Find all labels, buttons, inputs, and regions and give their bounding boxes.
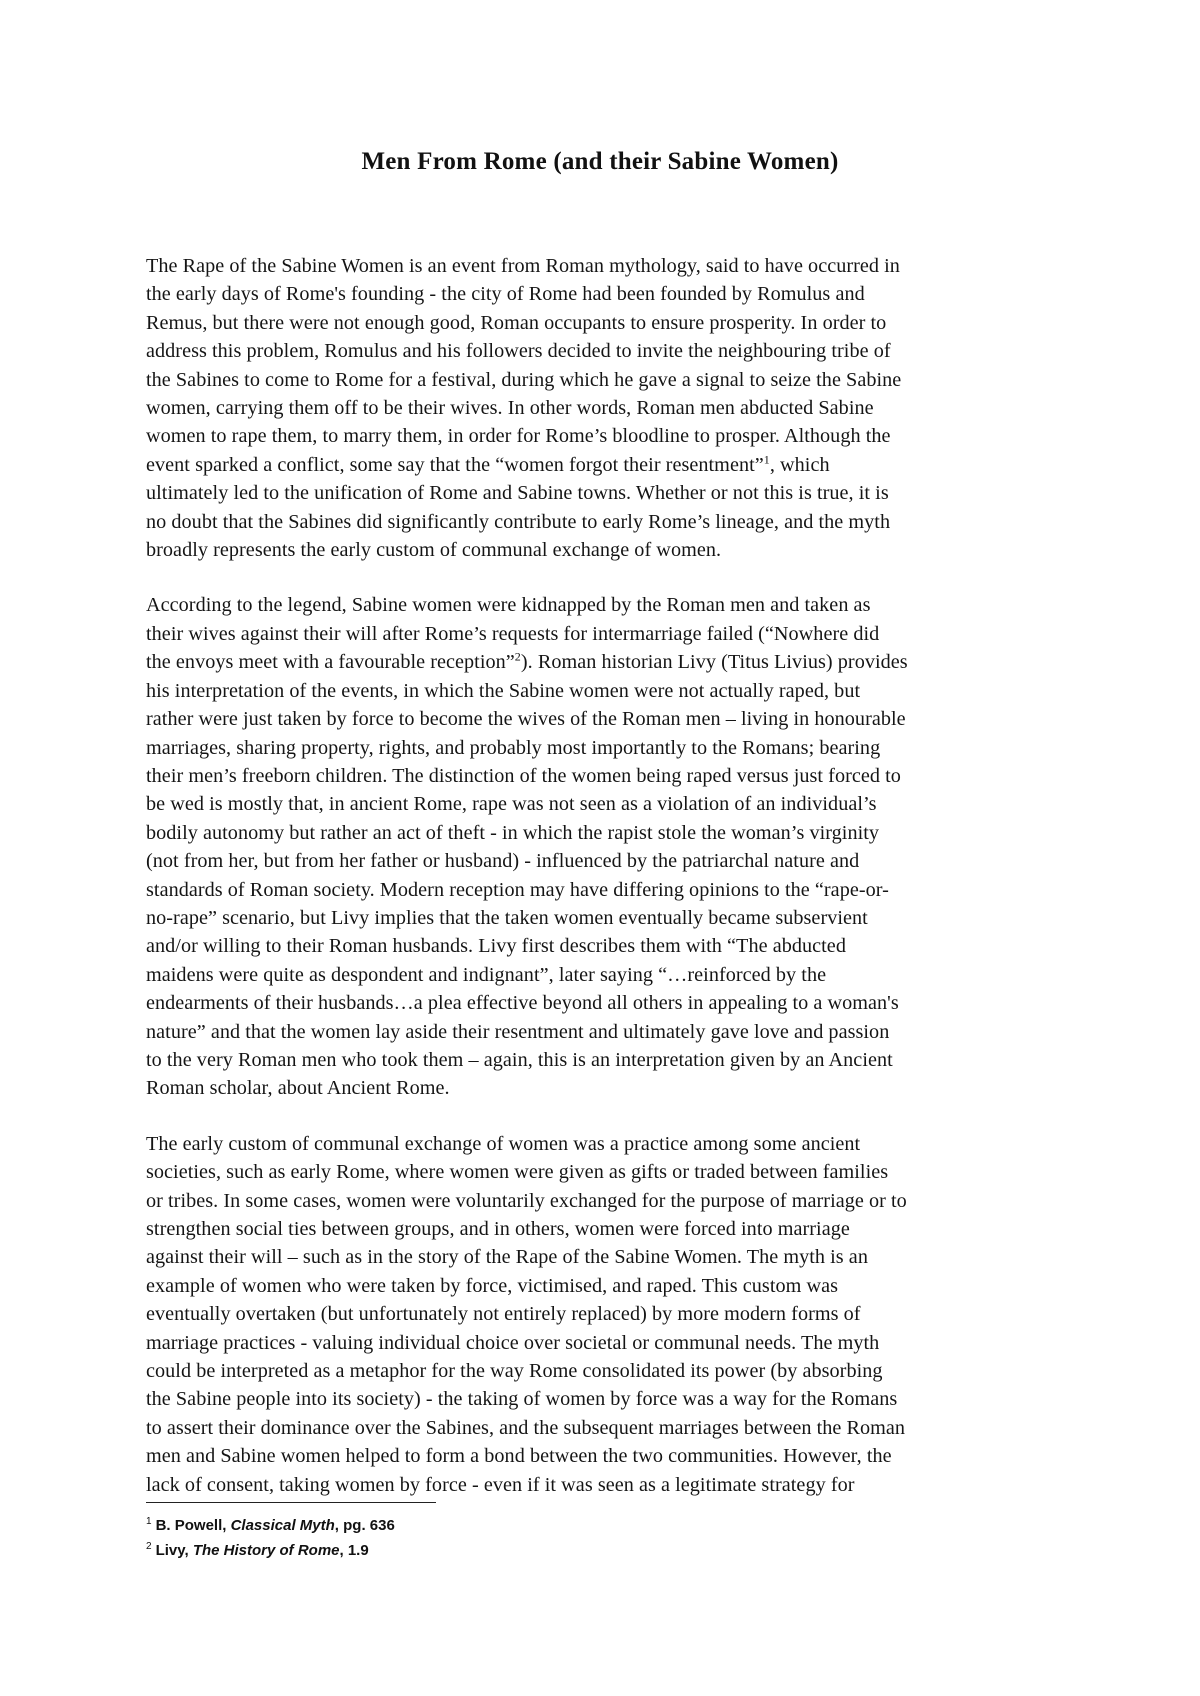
- text-line: eventually overtaken (but unfortunately not entirely replaced) by more modern forms of: [146, 1303, 861, 1326]
- text-line: his interpretation of the events, in which the Sabine women were not actually raped, but: [146, 679, 861, 702]
- text-line: example of women who were taken by force, victimised, and raped. This custom was: [146, 1274, 839, 1297]
- text-line: marriage practices - valuing individual choice over societal or communal needs. The myth: [146, 1331, 880, 1354]
- footnote-detail: , pg. 636: [334, 1517, 395, 1534]
- text-segment: ). Roman historian Livy (Titus Livius) provides: [520, 651, 908, 674]
- paragraph-2: [146, 591, 1058, 1102]
- text-line: to the very Roman men who took them – again, this is an interpretation given by an Ancient: [146, 1048, 893, 1071]
- text-line: nature” and that the women lay aside their resentment and ultimately gave love and passion: [146, 1020, 890, 1043]
- text-line: standards of Roman society. Modern reception may have differing opinions to the “rape-or-: [146, 878, 889, 901]
- footnote-number: 1: [146, 1516, 152, 1527]
- text-line: marriages, sharing property, rights, and probably most importantly to the Romans; bearing: [146, 736, 881, 759]
- text-line: their wives against their will after Rome’s requests for intermarriage failed (“Nowhere did: [146, 622, 880, 645]
- text-line: The early custom of communal exchange of women was a practice among some ancient: [146, 1132, 861, 1155]
- footnote-2: [146, 1538, 746, 1563]
- text-line: bodily autonomy but rather an act of theft - in which the rapist stole the woman’s virginity: [146, 821, 880, 844]
- text-line: lack of consent, taking women by force - even if it was seen as a legitimate strategy for: [146, 1473, 855, 1496]
- text-line: no doubt that the Sabines did significantly contribute to early Rome’s lineage, and the myth: [146, 510, 891, 533]
- text-line: their men’s freeborn children. The distinction of the women being raped versus just forced to: [146, 764, 901, 787]
- text-line: could be interpreted as a metaphor for the way Rome consolidated its power (by absorbing: [146, 1360, 883, 1383]
- text-line-with-footnote: [146, 648, 1058, 676]
- footnote-work: The History of Rome: [192, 1542, 340, 1559]
- text-line-with-footnote: [146, 451, 1058, 479]
- text-line: women, carrying them off to be their wives. In other words, Roman men abducted Sabine: [146, 397, 874, 420]
- text-line: Roman scholar, about Ancient Rome.: [146, 1077, 450, 1100]
- body-text: [146, 252, 1058, 1526]
- text-line: the Sabines to come to Rome for a festival, during which he gave a signal to seize the Sabine: [146, 368, 902, 391]
- footnote-work: Classical Myth: [230, 1517, 335, 1534]
- footnote-author: Livy,: [155, 1542, 193, 1559]
- text-line: be wed is mostly that, in ancient Rome, rape was not seen as a violation of an individual’s: [146, 793, 877, 816]
- footnote-ref-1[interactable]: 1: [763, 452, 770, 467]
- text-line: against their will – such as in the story of the Rape of the Sabine Women. The myth is an: [146, 1246, 868, 1269]
- text-line: The Rape of the Sabine Women is an event from Roman mythology, said to have occurred in: [146, 255, 900, 277]
- text-line: to assert their dominance over the Sabines, and the subsequent marriages between the Roman: [146, 1416, 906, 1439]
- footnote-number: 2: [146, 1541, 152, 1552]
- footnote-ref-2[interactable]: 2: [514, 649, 521, 664]
- text-line: and/or willing to their Roman husbands. Livy first describes them with “The abducted: [146, 935, 846, 958]
- footnotes: [146, 1513, 746, 1563]
- text-line: the Sabine people into its society) - the taking of women by force was a way for the Romans: [146, 1388, 898, 1411]
- text-line: societies, such as early Rome, where women were given as gifts or traded between families: [146, 1161, 889, 1184]
- text-line: no-rape” scenario, but Livy implies that the taken women eventually became subservient: [146, 906, 868, 929]
- text-line: (not from her, but from her father or husband) - influenced by the patriarchal nature and: [146, 850, 860, 873]
- page-title: Men From Rome (and their Sabine Women): [361, 148, 839, 175]
- footnote-separator: [146, 1502, 436, 1503]
- text-line: maidens were quite as despondent and indignant”, later saying “…reinforced by the: [146, 963, 827, 986]
- footnote-author: B. Powell,: [155, 1517, 231, 1534]
- text-line: According to the legend, Sabine women were kidnapped by the Roman men and taken as: [146, 594, 871, 617]
- text-line: rather were just taken by force to become the wives of the Roman men – living in honourable: [146, 708, 906, 731]
- text-line: endearments of their husbands…a plea effective beyond all others in appealing to a woman's: [146, 992, 899, 1015]
- text-line: Remus, but there were not enough good, Roman occupants to ensure prosperity. In order to: [146, 311, 887, 334]
- text-line: women to rape them, to marry them, in order for Rome’s bloodline to prosper. Although the: [146, 425, 891, 448]
- text-line: strengthen social ties between groups, and in others, women were forced into marriage: [146, 1218, 850, 1240]
- text-line: or tribes. In some cases, women were voluntarily exchanged for the purpose of marriage or to: [146, 1189, 907, 1212]
- paragraph-3: [146, 1130, 1058, 1499]
- text-line: the early days of Rome's founding - the city of Rome had been founded by Romulus and: [146, 283, 865, 306]
- footnote-1: [146, 1513, 746, 1538]
- text-segment: , which: [769, 453, 830, 476]
- text-segment: the envoys meet with a favourable reception”: [146, 651, 515, 674]
- text-line: address this problem, Romulus and his followers decided to invite the neighbouring tribe of: [146, 340, 891, 363]
- text-segment: event sparked a conflict, some say that the “women forgot their resentment”: [146, 453, 764, 476]
- text-line: ultimately led to the unification of Rome and Sabine towns. Whether or not this is true, it is: [146, 482, 889, 505]
- text-line: men and Sabine women helped to form a bond between the two communities. However, the: [146, 1445, 892, 1468]
- text-line: broadly represents the early custom of communal exchange of women.: [146, 539, 722, 562]
- footnote-detail: , 1.9: [339, 1542, 369, 1559]
- paragraph-1: [146, 252, 1058, 564]
